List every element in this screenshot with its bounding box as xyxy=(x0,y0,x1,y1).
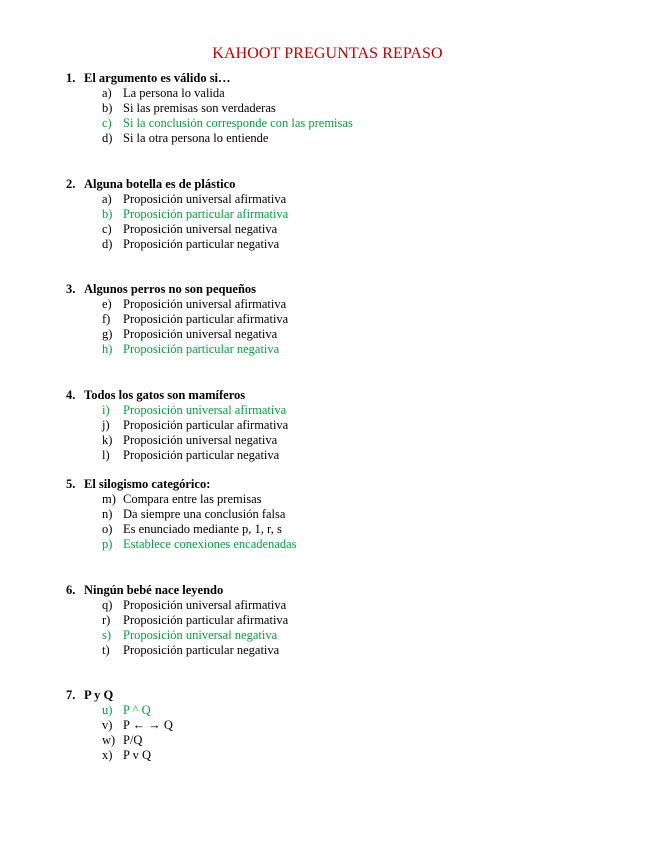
answer-option xyxy=(102,237,279,252)
answer-option xyxy=(102,192,286,207)
option-text: Proposición universal afirmativa xyxy=(123,297,287,311)
option-letter: u) xyxy=(102,703,113,717)
question-heading xyxy=(66,388,245,403)
question-heading xyxy=(66,177,235,192)
option-letter: x) xyxy=(102,748,113,762)
question-text: El argumento es válido si… xyxy=(84,71,231,85)
answer-option-correct xyxy=(102,628,277,643)
option-letter: m) xyxy=(102,492,116,506)
answer-option xyxy=(102,327,277,342)
question-text: Ningún bebé nace leyendo xyxy=(84,583,224,597)
question-text: Alguna botella es de plástico xyxy=(84,177,236,191)
answer-option xyxy=(102,598,286,613)
answer-option xyxy=(102,613,288,628)
option-letter: i) xyxy=(102,403,110,417)
answer-option-correct xyxy=(102,207,288,222)
question-text: Algunos perros no son pequeños xyxy=(84,282,257,296)
answer-option xyxy=(102,297,286,312)
answer-option-correct xyxy=(102,342,279,357)
option-text: P ← → Q xyxy=(123,718,173,732)
question-number: 2. xyxy=(66,177,76,191)
answer-option xyxy=(102,433,277,448)
answer-option-correct xyxy=(102,537,297,552)
option-text: Si las premisas son verdaderas xyxy=(123,101,276,115)
question-text: P y Q xyxy=(84,688,114,702)
answer-option xyxy=(102,86,225,101)
option-letter: d) xyxy=(102,237,113,251)
option-text: Proposición universal negativa xyxy=(123,433,278,447)
option-letter: d) xyxy=(102,131,113,145)
answer-option xyxy=(102,101,276,116)
answer-option xyxy=(102,718,173,733)
answer-option xyxy=(102,748,151,763)
option-text: Establece conexiones encadenadas xyxy=(123,537,297,551)
option-text: Proposición particular negativa xyxy=(123,448,280,462)
option-letter: c) xyxy=(102,116,112,130)
question-number: 7. xyxy=(66,688,76,702)
answer-option xyxy=(102,448,279,463)
answer-option-correct xyxy=(102,703,151,718)
option-letter: v) xyxy=(102,718,113,732)
option-text: Proposición particular afirmativa xyxy=(123,418,289,432)
option-text: Proposición particular afirmativa xyxy=(123,207,289,221)
option-letter: o) xyxy=(102,522,113,536)
option-text: Proposición particular negativa xyxy=(123,237,280,251)
option-text: P/Q xyxy=(123,733,143,747)
answer-option xyxy=(102,507,285,522)
option-text: Compara entre las premisas xyxy=(123,492,262,506)
option-letter: w) xyxy=(102,733,116,747)
question-number: 3. xyxy=(66,282,76,296)
option-text: P v Q xyxy=(123,748,152,762)
option-letter: p) xyxy=(102,537,113,551)
option-text: Proposición universal negativa xyxy=(123,222,278,236)
answer-option xyxy=(102,492,262,507)
option-text: Proposición universal afirmativa xyxy=(123,598,287,612)
option-text: Da siempre una conclusión falsa xyxy=(123,507,286,521)
option-letter: e) xyxy=(102,297,112,311)
option-letter: a) xyxy=(102,192,112,206)
option-letter: a) xyxy=(102,86,112,100)
option-letter: s) xyxy=(102,628,112,642)
option-letter: q) xyxy=(102,598,113,612)
option-text: Proposición particular negativa xyxy=(123,342,280,356)
option-text: Si la otra persona lo entiende xyxy=(123,131,269,145)
option-text: Proposición universal afirmativa xyxy=(123,192,287,206)
option-letter: b) xyxy=(102,101,113,115)
option-text: Proposición universal afirmativa xyxy=(123,403,287,417)
option-text: Proposición particular afirmativa xyxy=(123,312,289,326)
document-title: KAHOOT PREGUNTAS REPASO xyxy=(212,45,443,62)
option-text: Si la conclusión corresponde con las premisas xyxy=(123,116,353,130)
question-number: 1. xyxy=(66,71,76,85)
option-letter: r) xyxy=(102,613,111,627)
answer-option xyxy=(102,131,268,146)
question-heading xyxy=(66,688,113,703)
question-text: Todos los gatos son mamíferos xyxy=(84,388,246,402)
answer-option xyxy=(102,733,142,748)
question-heading xyxy=(66,477,210,492)
option-letter: c) xyxy=(102,222,112,236)
question-heading xyxy=(66,71,231,86)
answer-option xyxy=(102,522,282,537)
option-letter: f) xyxy=(102,312,111,326)
option-letter: j) xyxy=(102,418,110,432)
option-text: Proposición particular negativa xyxy=(123,643,280,657)
question-number: 5. xyxy=(66,477,76,491)
answer-option xyxy=(102,643,279,658)
option-text: Proposición universal negativa xyxy=(123,628,278,642)
option-letter: n) xyxy=(102,507,113,521)
option-text: P ^ Q xyxy=(123,703,151,717)
option-text: Es enunciado mediante p, 1, r, s xyxy=(123,522,282,536)
question-number: 4. xyxy=(66,388,76,402)
option-letter: k) xyxy=(102,433,113,447)
option-text: La persona lo valida xyxy=(123,86,225,100)
option-letter: b) xyxy=(102,207,113,221)
option-letter: l) xyxy=(102,448,110,462)
answer-option xyxy=(102,418,288,433)
answer-option-correct xyxy=(102,403,286,418)
option-letter: h) xyxy=(102,342,113,356)
option-text: Proposición universal negativa xyxy=(123,327,278,341)
question-heading xyxy=(66,583,223,598)
option-text: Proposición particular afirmativa xyxy=(123,613,289,627)
answer-option xyxy=(102,312,288,327)
question-number: 6. xyxy=(66,583,76,597)
question-text: El silogismo categórico: xyxy=(84,477,211,491)
answer-option-correct xyxy=(102,116,353,131)
question-heading xyxy=(66,282,256,297)
answer-option xyxy=(102,222,277,237)
option-letter: t) xyxy=(102,643,110,657)
option-letter: g) xyxy=(102,327,113,341)
